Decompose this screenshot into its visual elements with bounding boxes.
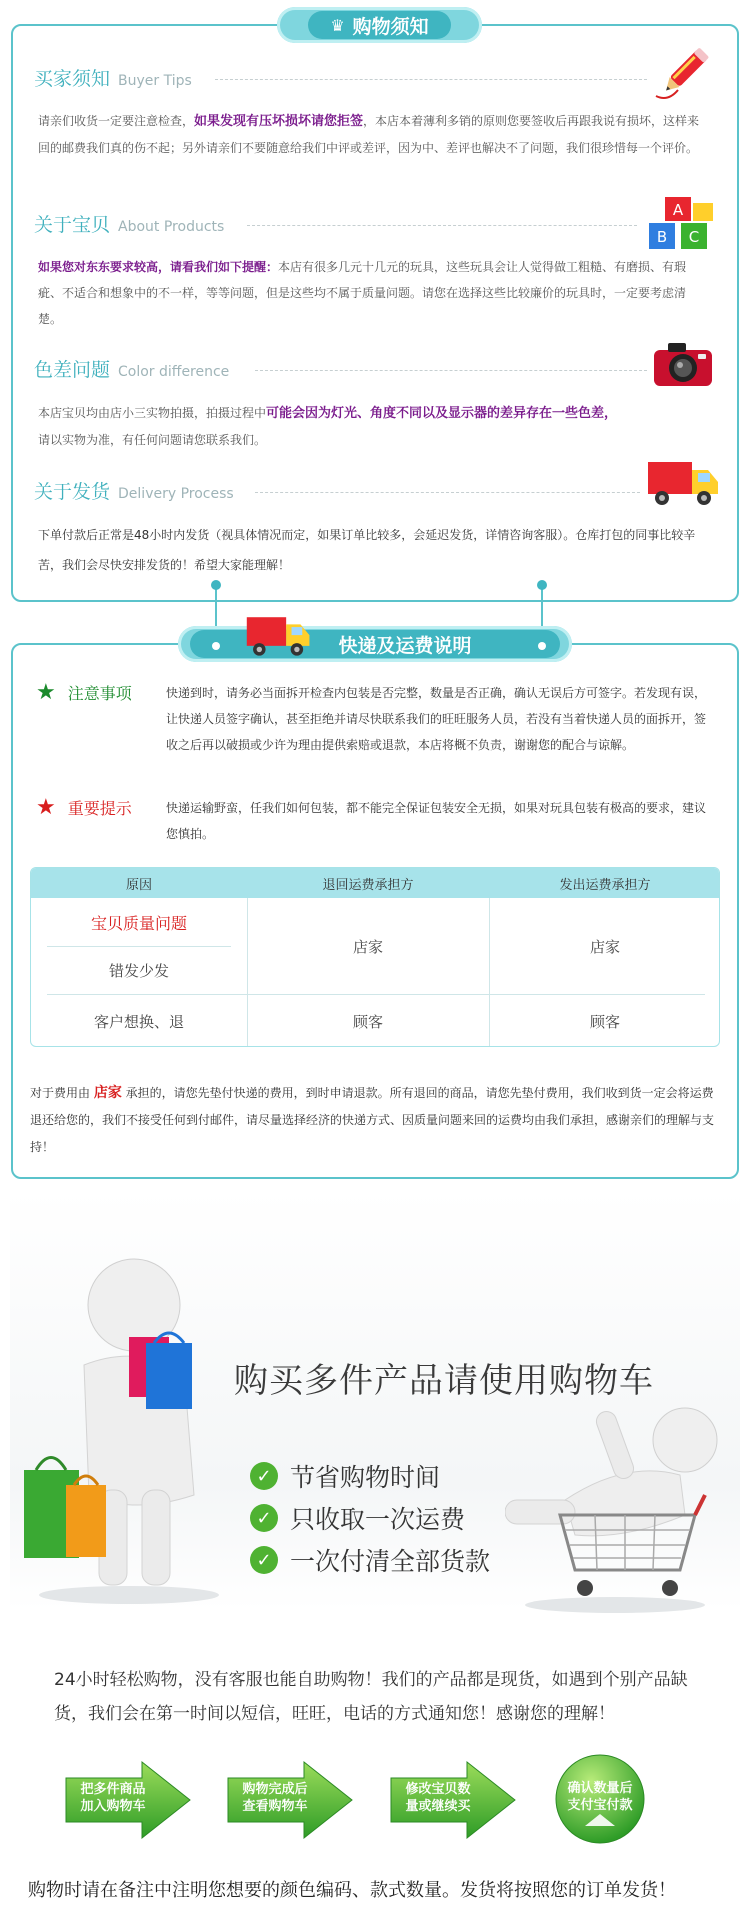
svg-text:C: C <box>688 228 700 246</box>
section-color-difference-heading: 色差问题 Color difference <box>34 359 230 381</box>
feature-item: ✓ 一次付清全部货款 <box>250 1542 490 1578</box>
step-label: 把多件商品 加入购物车 <box>80 1782 146 1814</box>
shipping-title: 快递及运费说明 <box>338 634 472 657</box>
svg-text:B: B <box>656 228 668 246</box>
check-icon: ✓ <box>250 1462 278 1490</box>
step-label: 修改宝贝数 量或继续买 <box>405 1782 471 1814</box>
footer-note: 购物时请在备注中注明您想要的颜色编码、款式数量。发货将按照您的订单发货！ <box>28 1880 676 1901</box>
shipping-title-badge <box>178 626 572 662</box>
section-delivery-heading: 关于发货 Delivery Process <box>34 481 234 503</box>
step-label: 确认数量后 支付宝付款 <box>567 1781 633 1813</box>
star-icon: ★ <box>36 680 56 705</box>
connector-dot <box>211 580 221 590</box>
cart-description: 24小时轻松购物，没有客服也能自助购物！我们的产品都是现货，如遇到个别产品缺货，我们会在第一时间以短信，旺旺，电话的方式通知您！感谢您的理解！ <box>54 1670 688 1724</box>
check-icon: ✓ <box>250 1546 278 1574</box>
table-header: 退回运费承担方 <box>247 868 489 898</box>
shipping-fee-table <box>30 867 720 1047</box>
step-label: 购物完成后 查看购物车 <box>242 1782 308 1814</box>
cart-title: 购买多件产品请使用购物车 <box>234 1361 654 1401</box>
divider <box>255 492 640 493</box>
badge-dot <box>212 642 220 650</box>
table-cell: 店家 <box>589 937 620 956</box>
crown-icon: ♛ <box>330 15 345 35</box>
divider <box>255 370 647 371</box>
pencil-icon <box>648 40 718 106</box>
section-buyer-tips-heading: 买家须知 Buyer Tips <box>34 68 192 90</box>
table-header: 发出运费承担方 <box>489 868 720 898</box>
fee-note: 对于费用由 店家 承担的，请您先垫付快递的费用，到时申请退款。所有退回的商品，请您先垫付费用，我们收到货一定会将运费退还给您的，我们不接受任何到付邮件，请尽量选择经济的快递方式、因质量问题来回的运费均由我们承担，感谢亲们的理解与支持！ <box>30 1085 715 1154</box>
connector-dot <box>537 580 547 590</box>
table-header: 原因 <box>31 868 247 898</box>
check-icon: ✓ <box>250 1504 278 1532</box>
delivery-text: 下单付款后正常是48小时内发货（视具体情况而定，如果订单比较多，会延迟发货，详情咨询客服）。仓库打包的同事比较辛苦，我们会尽快安排发货的！希望大家能理解！ <box>38 528 696 572</box>
camera-icon <box>650 338 716 390</box>
table-cell: 顾客 <box>352 1012 383 1031</box>
person-in-shopping-cart-illustration <box>505 1400 730 1615</box>
feature-item: ✓ 只收取一次运费 <box>250 1500 465 1536</box>
divider <box>247 225 637 226</box>
buyer-tips-text: 请亲们收货一定要注意检查，如果发现有压坏损坏请您拒签，本店本着薄利多销的原则您要签收后再跟我说有损坏，这样来回的邮费我们真的伤不起；另外请亲们不要随意给我们中评或差评，因为中、差评也解决不了问题，我们很珍惜每一个评价。 <box>38 114 700 155</box>
about-products-text: 如果您对东东要求较高，请看我们如下提醒：本店有很多几元十几元的玩具，这些玩具会让人觉得做工粗糙、有磨损、有瑕疵、不适合和想象中的不一样，等等问题，但是这些均不属于质量问题。请您在选择这些比较廉价的玩具时，一定要考虑清楚。 <box>38 260 687 326</box>
star-icon: ★ <box>36 795 56 820</box>
divider <box>215 79 647 80</box>
tip-label: ★ 重要提示 <box>36 795 132 820</box>
feature-item: ✓ 节省购物时间 <box>250 1458 440 1494</box>
table-cell: 顾客 <box>589 1012 620 1031</box>
delivery-truck-icon <box>245 610 313 662</box>
notice-title-badge <box>277 7 482 43</box>
table-cell: 店家 <box>352 937 383 956</box>
delivery-truck-icon <box>646 454 722 512</box>
section-about-products-heading: 关于宝贝 About Products <box>34 214 225 236</box>
person-with-shopping-bags-illustration <box>14 1245 244 1605</box>
table-cell: 错发少发 <box>108 961 169 980</box>
tip-text: 快递运输野蛮，任我们如何包装，都不能完全保证包装安全无损，如果对玩具包装有极高的要求，建议您慎拍。 <box>166 801 707 841</box>
table-cell: 宝贝质量问题 <box>90 913 187 933</box>
note-text: 快递到时，请务必当面拆开检查内包装是否完整，数量是否正确，确认无误后方可签字。若发现有误，让快递人员签字确认，甚至拒绝并请尽快联系我们的旺旺服务人员，若没有当着快递人员的面拆开，签收之后再以破损或少许为理由提供索赔或退款，本店将概不负责，谢谢您的配合与谅解。 <box>166 686 707 752</box>
color-difference-text: 本店宝贝均由店小三实物拍摄，拍摄过程中可能会因为灯光、角度不同以及显示器的差异存在一些色差， 请以实物为准，有任何问题请您联系我们。 <box>38 406 618 447</box>
badge-dot <box>538 642 546 650</box>
notice-title: 购物须知 <box>352 15 429 38</box>
table-cell: 客户想换、退 <box>93 1012 184 1031</box>
svg-text:A: A <box>672 201 684 219</box>
toy-blocks-icon <box>645 195 721 253</box>
note-label: ★ 注意事项 <box>36 680 132 705</box>
